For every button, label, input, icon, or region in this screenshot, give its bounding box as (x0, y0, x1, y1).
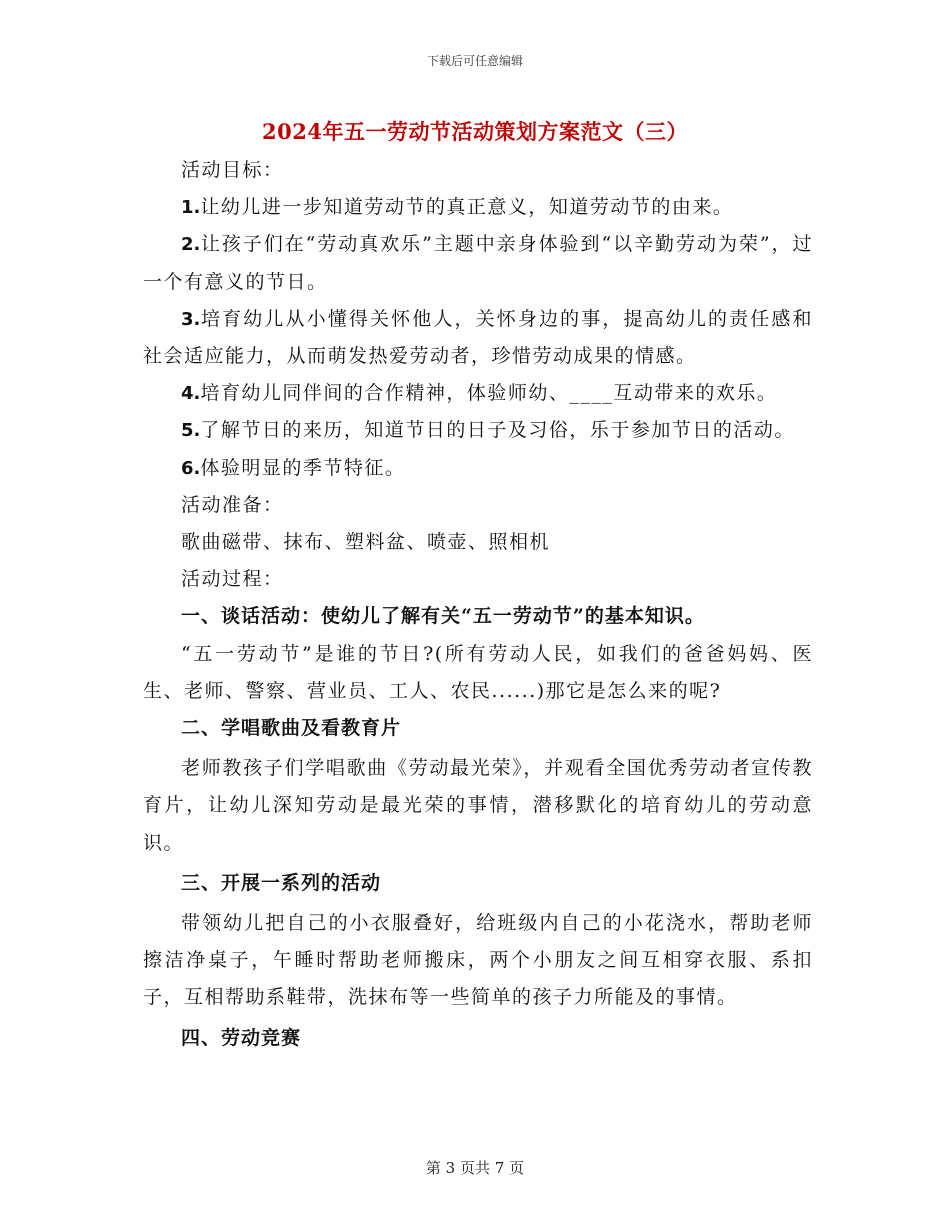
goal-item-4 (143, 375, 813, 412)
section-text-1: “五一劳动节”是谁的节日?(所有劳动人民，如我们的爸爸妈妈、医生、老师、警察、营业员、工人、农民......)那它是怎么来的呢? (143, 642, 813, 702)
process-heading: 活动过程： (181, 568, 284, 591)
goal-item-number: 5. (181, 420, 201, 442)
goal-item-number: 4. (181, 383, 201, 405)
goal-heading: 活动目标： (181, 159, 284, 181)
goal-item-3 (143, 301, 813, 375)
page-footer: 第 3 页共 7 页 (425, 1159, 525, 1177)
page-header: 下载后可任意编辑 (426, 54, 523, 68)
section-heading-1: 一、谈话活动：使幼儿了解有关“五一劳动节”的基本知识。 (181, 605, 705, 628)
section-heading-3: 三、开展一系列的活动 (181, 871, 382, 894)
goal-item-5 (143, 412, 813, 449)
prep-text: 歌曲磁带、抹布、塑料盆、喷壶、照相机 (181, 531, 551, 554)
goal-item-1 (143, 189, 813, 226)
prep-heading: 活动准备： (181, 493, 284, 516)
section-heading-2: 二、学唱歌曲及看教育片 (181, 717, 402, 740)
goal-item-text: 培育幼儿同伴间的合作精神，体验师幼、____互动带来的欢乐。 (200, 382, 778, 405)
goal-item-text: 体验明显的季节特征。 (200, 456, 406, 479)
goal-item-text: 让孩子们在“劳动真欢乐”主题中亲身体验到“以辛勤劳动为荣”，过一个有意义的节日。 (143, 233, 813, 293)
goal-item-text: 培育幼儿从小懂得关怀他人，关怀身边的事，提高幼儿的责任感和社会适应能力，从而萌发热爱劳动者，珍惜劳动成果的情感。 (143, 307, 813, 368)
document-body (143, 152, 813, 1057)
section-text-3: 带领幼儿把自己的小衣服叠好，给班级内自己的小花浇水，帮助老师擦洁净桌子，午睡时帮助老师搬床，两个小朋友之间互相穿衣服、系扣子，互相帮助系鞋带，洗抹布等一些简单的孩子力所能及的事情。 (143, 912, 813, 1009)
goal-item-6 (143, 450, 813, 487)
goal-item-number: 6. (181, 457, 201, 479)
goal-item-2 (143, 226, 813, 300)
goal-item-text: 让幼儿进一步知道劳动节的真正意义，知道劳动节的由来。 (200, 196, 734, 219)
goal-item-number: 1. (181, 197, 201, 219)
goal-item-number: 2. (181, 234, 201, 256)
section-heading-4: 四、劳动竞赛 (181, 1026, 302, 1049)
goal-item-text: 了解节日的来历，知道节日的日子及习俗，乐于参加节日的活动。 (200, 419, 795, 442)
goal-item-number: 3. (181, 308, 201, 330)
section-text-2: 老师教孩子们学唱歌曲《劳动最光荣》，并观看全国优秀劳动者宣传教育片，让幼儿深知劳动是最光荣的事情，潜移默化的培育幼儿的劳动意识。 (143, 757, 813, 854)
document-title: 2024年五一劳动节活动策划方案范文（三） (262, 119, 688, 144)
